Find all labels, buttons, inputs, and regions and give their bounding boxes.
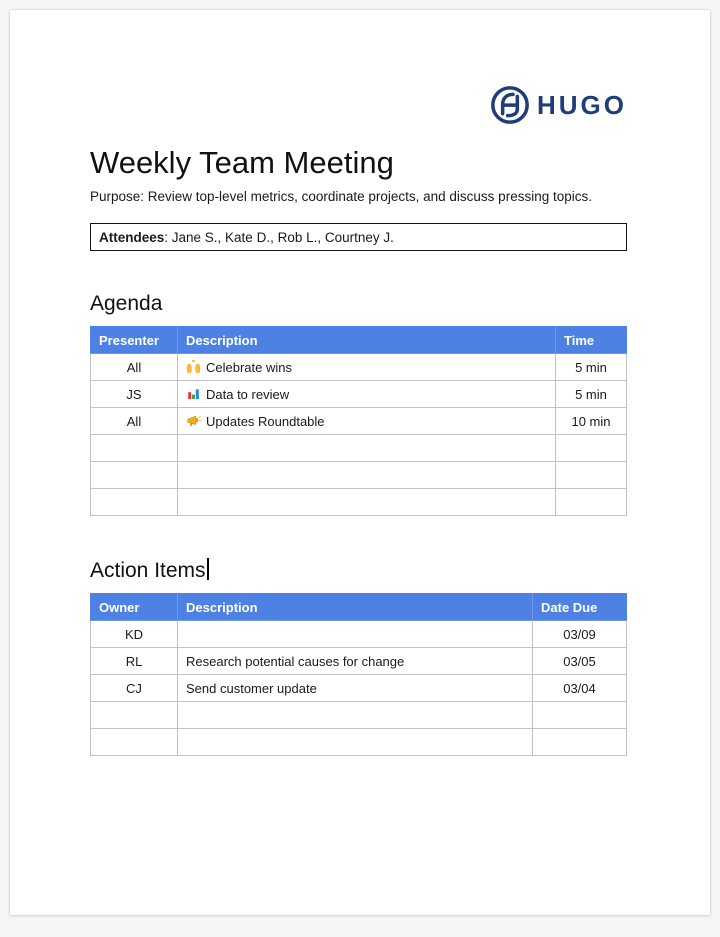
agenda-heading[interactable]: Agenda [90, 292, 163, 315]
time-cell[interactable]: 5 min [556, 381, 627, 408]
action-item-row [91, 675, 627, 702]
action-item-row [91, 621, 627, 648]
agenda-col-description[interactable]: Description [178, 327, 556, 354]
date-due-cell[interactable]: 03/05 [533, 648, 627, 675]
action-item-row [91, 648, 627, 675]
action-col-date-due[interactable]: Date Due [533, 594, 627, 621]
time-cell[interactable] [556, 489, 627, 516]
action-items-heading-text: Action Items [90, 559, 206, 582]
description-cell[interactable] [178, 408, 556, 435]
description-cell[interactable]: Research potential causes for change [178, 648, 533, 675]
owner-cell[interactable]: RL [91, 648, 178, 675]
time-cell[interactable]: 10 min [556, 408, 627, 435]
time-cell[interactable]: 5 min [556, 354, 627, 381]
action-items-table [90, 593, 627, 756]
owner-cell[interactable]: KD [91, 621, 178, 648]
raising-hands-icon [186, 359, 201, 374]
date-due-cell[interactable]: 03/04 [533, 675, 627, 702]
presenter-cell[interactable] [91, 435, 178, 462]
date-due-cell[interactable]: 03/09 [533, 621, 627, 648]
description-cell[interactable] [178, 729, 533, 756]
page-title[interactable]: Weekly Team Meeting [90, 145, 394, 180]
time-cell[interactable] [556, 435, 627, 462]
description-text: Data to review [206, 387, 290, 402]
description-cell[interactable] [178, 354, 556, 381]
attendees-label: Attendees [99, 229, 165, 245]
description-cell[interactable] [178, 621, 533, 648]
date-due-cell[interactable] [533, 729, 627, 756]
presenter-cell[interactable] [91, 462, 178, 489]
attendees-box[interactable] [90, 223, 627, 251]
agenda-col-presenter[interactable]: Presenter [91, 327, 178, 354]
agenda-header-row [91, 327, 627, 354]
brand-header [90, 85, 627, 125]
action-col-owner[interactable]: Owner [91, 594, 178, 621]
owner-cell[interactable] [91, 729, 178, 756]
purpose-text[interactable]: Purpose: Review top-level metrics, coordinate projects, and discuss pressing topics. [90, 189, 592, 204]
description-cell[interactable] [178, 435, 556, 462]
action-items-heading[interactable] [90, 558, 627, 584]
description-cell[interactable] [178, 489, 556, 516]
hugo-circle-h-logo-icon [490, 85, 530, 125]
owner-cell[interactable] [91, 702, 178, 729]
description-cell[interactable] [178, 702, 533, 729]
presenter-cell[interactable]: All [91, 408, 178, 435]
description-text: Updates Roundtable [206, 414, 325, 429]
description-cell[interactable]: Send customer update [178, 675, 533, 702]
time-cell[interactable] [556, 462, 627, 489]
agenda-row-empty [91, 435, 627, 462]
action-col-description[interactable]: Description [178, 594, 533, 621]
presenter-cell[interactable]: JS [91, 381, 178, 408]
brand-wordmark: HUGO [537, 89, 627, 120]
agenda-col-time[interactable]: Time [556, 327, 627, 354]
agenda-row [91, 381, 627, 408]
action-item-row-empty [91, 729, 627, 756]
text-cursor [207, 558, 209, 580]
bar-chart-icon [186, 386, 201, 401]
description-cell[interactable] [178, 381, 556, 408]
date-due-cell[interactable] [533, 702, 627, 729]
agenda-row [91, 354, 627, 381]
description-cell[interactable] [178, 462, 556, 489]
action-item-row-empty [91, 702, 627, 729]
owner-cell[interactable]: CJ [91, 675, 178, 702]
attendees-value: : Jane S., Kate D., Rob L., Courtney J. [164, 229, 394, 245]
action-items-header-row [91, 594, 627, 621]
description-text: Celebrate wins [206, 360, 292, 375]
megaphone-icon [186, 413, 201, 428]
document-page [10, 10, 710, 915]
agenda-table [90, 326, 627, 516]
presenter-cell[interactable]: All [91, 354, 178, 381]
agenda-row-empty [91, 462, 627, 489]
agenda-row [91, 408, 627, 435]
agenda-row-empty [91, 489, 627, 516]
presenter-cell[interactable] [91, 489, 178, 516]
